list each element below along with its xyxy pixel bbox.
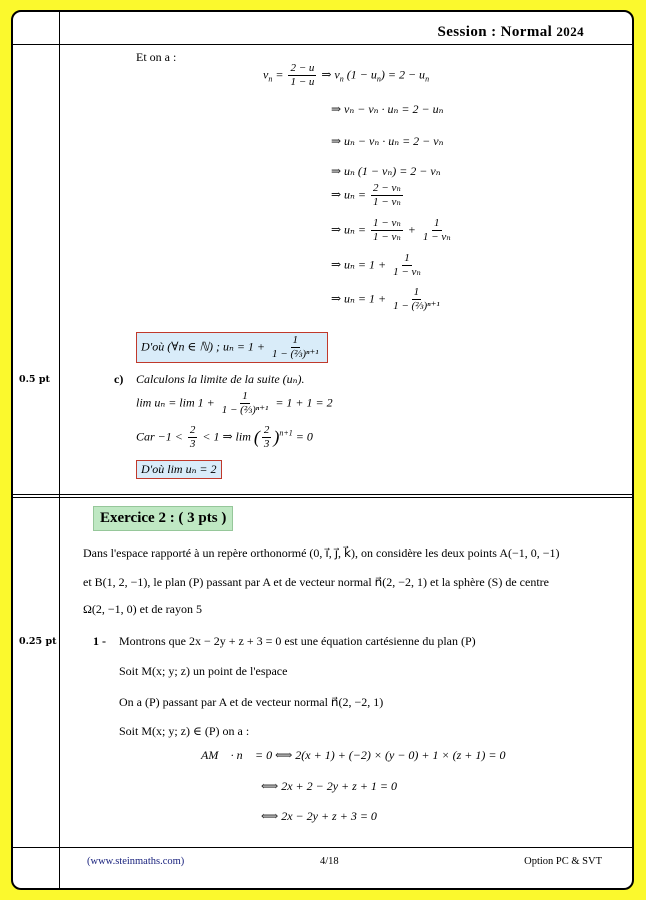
question-1-text: Montrons que 2x − 2y + z + 3 = 0 est une équation cartésienne du plan (P) [119, 634, 476, 648]
intro-text: Et on a : [136, 50, 177, 64]
document-page [11, 10, 634, 890]
line-2: On a (P) passant par A et de vecteur normal n⃗(2, −2, 1) [119, 695, 384, 709]
section-divider-1 [13, 494, 632, 495]
equation-b: ⟺ 2x + 2 − 2y + z + 1 = 0 [261, 779, 398, 793]
equation-0: $v_n$ = $\frac{2 - u}{1 - u}$ ⇒ $v_n$ $(1 - u_n) = 2 - u_n$ [263, 62, 430, 88]
equation-4: ⇒ uₙ = $\frac{\text{2 − vₙ}}{\text{1 − vₙ}}$ [331, 182, 401, 208]
session-year: 2024 [556, 24, 584, 39]
exercise-2-paragraph-3: Ω(2, −1, 0) et de rayon 5 [83, 602, 202, 616]
session-label: Session : Normal [437, 24, 553, 40]
page-number: 4/18 [320, 856, 339, 867]
footer-link[interactable]: (www.steinmaths.com) [87, 856, 185, 867]
footer-option: Option PC & SVT [524, 856, 602, 867]
line-1: Soit M(x; y; z) un point de l'espace [119, 664, 288, 678]
limit-equation: lim uₙ = lim 1 + $\frac{1}{\text{1 − (⅔)ⁿ⁺¹}}$ = 1 + 1 = 2 [136, 390, 333, 416]
equation-a: AM⃗ · n⃗ = 0 ⟺ 2(x + 1) + (−2) × (y − 0) + 1 × (z + 1) = 0 [201, 748, 506, 762]
limit-conclusion-box: D'où lim uₙ = 2 [136, 460, 222, 479]
part-c-label: c) [114, 372, 124, 386]
equation-3: ⇒ uₙ (1 − vₙ) = 2 − vₙ [331, 164, 441, 178]
margin-divider [59, 12, 60, 888]
points-label-2: 0.25 pt [19, 636, 57, 647]
equation-6: ⇒ uₙ = 1 + $\frac{1}{\text{1 − vₙ}}$ [331, 252, 421, 278]
exercise-2-paragraph-2: et B(1, 2, −1), le plan (P) passant par A et de vecteur normal n⃗(2, −2, 1) et la sphère (S) de centre [83, 575, 549, 589]
equation-1: ⇒ vₙ − vₙ · uₙ = 2 − uₙ [331, 102, 444, 116]
equation-5: ⇒ uₙ = $\frac{\text{1 − vₙ}}{\text{1 − vₙ}}$ + $\frac{1}{\text{1 − vₙ}}$ [331, 217, 451, 243]
section-divider-2 [13, 497, 632, 498]
exercise-2-paragraph-1: Dans l'espace rapporté à un repère orthonormé (0, i⃗, j⃗, k⃗), on considère les deux points A(−1, 0, −1) [83, 546, 560, 560]
car-equation: Car −1 < $\frac{2}{3}$ < 1 ⇒ lim ( $\frac{2}{3}$ )$^{n+1}$ = 0 [136, 424, 313, 450]
conclusion-box: D'où (∀n ∈ ℕ) ; uₙ = 1 + $\frac{1}{\text{1 − (⅔)ⁿ⁺¹}}$ [136, 332, 328, 363]
footer-divider [13, 847, 632, 848]
line-3: Soit M(x; y; z) ∈ (P) on a : [119, 724, 250, 738]
equation-c: ⟺ 2x − 2y + z + 3 = 0 [261, 809, 377, 823]
equation-2: ⇒ uₙ − vₙ · uₙ = 2 − vₙ [331, 134, 444, 148]
exercise-2-title: Exercice 2 : ( 3 pts ) [93, 506, 233, 531]
question-1-label: 1 - [93, 634, 106, 648]
header-divider [13, 44, 632, 45]
header-title [438, 24, 585, 41]
points-label-1: 0.5 pt [19, 374, 50, 385]
part-c-title: Calculons la limite de la suite (uₙ). [136, 372, 305, 386]
equation-7: ⇒ uₙ = 1 + $\frac{1}{\text{1 − (⅔)ⁿ⁺¹}}$ [331, 286, 440, 312]
